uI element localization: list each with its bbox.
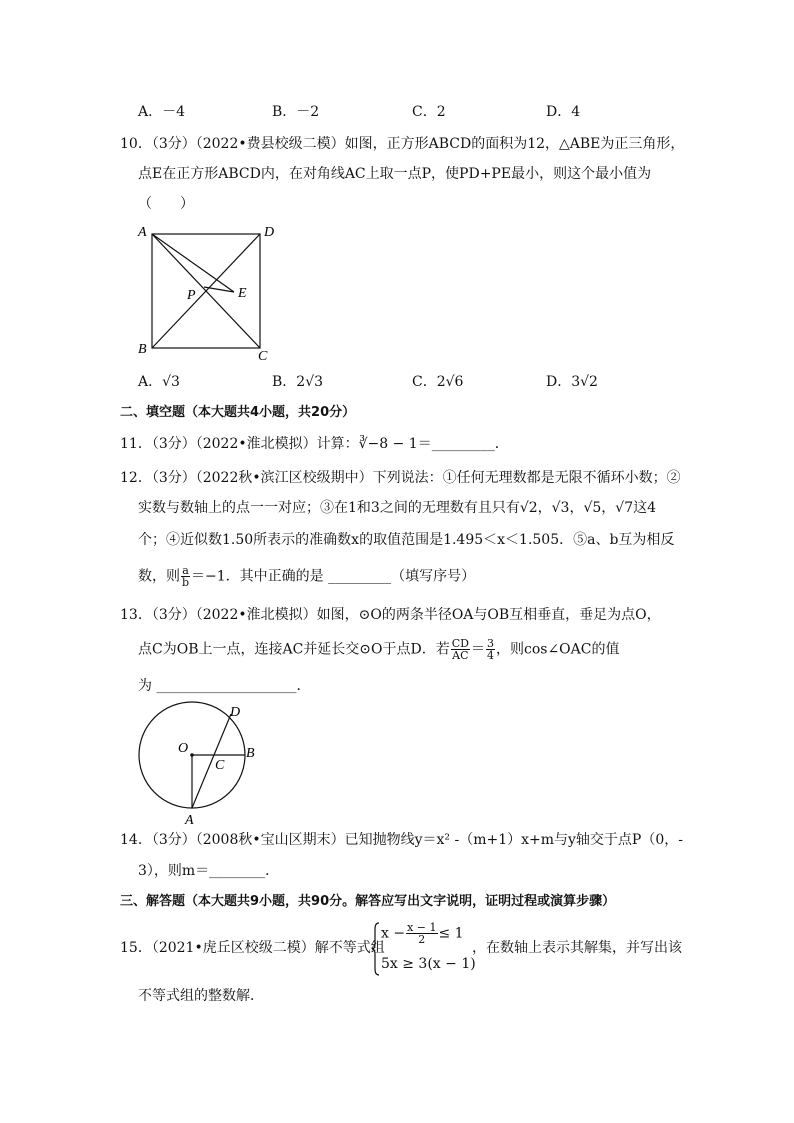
q13-label-c: C — [215, 758, 225, 773]
q15-text-line2: 不等式组的整数解． — [138, 988, 264, 1004]
q14-text-line2: 3），则m＝________． — [138, 863, 280, 879]
q13-fraction-cd-ac: $\frac{CD}{AC}$ — [451, 637, 469, 662]
q10-label-c: C — [258, 349, 268, 364]
q12-text-line4 — [138, 565, 475, 588]
q13-text-line1: 13．（3分）（2022•淮北模拟）如图，⊙O的两条半径OA与OB互相垂直，垂足为点O， — [120, 607, 661, 623]
q10-option-a: A．√3 — [138, 374, 180, 390]
left-brace — [372, 922, 380, 976]
q12-line4-post: ＝−1．其中正确的是 _________（填写序号） — [191, 568, 476, 585]
q9-option-b: B．－2 — [272, 104, 320, 120]
q13-label-a: A — [185, 813, 194, 826]
q9-option-d: D．4 — [546, 104, 581, 120]
q13-text-line3: 为 ____________________． — [138, 678, 311, 694]
q13-circle-figure — [130, 698, 270, 826]
q10-text-line1: 10．（3分）（2022•费县校级二模）如图，正方形ABCD的面积为12，△ABE为正三角形， — [120, 136, 685, 152]
q13-label-o: O — [178, 741, 189, 756]
q15-inequality-1: x − $\frac{x - 1}{2}$ ≤ 1 — [381, 921, 464, 946]
q13-fraction-3-4: $\frac{3}{4}$ — [486, 637, 494, 662]
q15-text-post: ，在数轴上表示其解集，并写出该 — [472, 940, 682, 956]
q12-line4-pre: 数，则 — [138, 568, 180, 585]
section-3-heading: 三、解答题（本大题共9小题，共90分。解答应写出文字说明，证明过程或演算步骤） — [120, 894, 616, 909]
q10-text-line3: （ ） — [138, 196, 194, 212]
q10-label-a: A — [138, 225, 147, 240]
q13-text-line2: 点C为OB上一点，连接AC并延长交⊙O于点D．若 $\frac{CD}{AC}$ ＝ $\frac{3}{4}$ ，则cos∠OAC的值 — [138, 637, 620, 662]
q9-option-c: C．2 — [412, 104, 446, 120]
q12-text-line3: 个；④近似数1.50所表示的准确数x的取值范围是1.495＜x＜1.505．⑤a、b互为相反 — [138, 532, 675, 548]
q15-text-pre: 15．（2021•虎丘区校级二模）解不等式组 — [120, 940, 385, 956]
q13-label-b: B — [246, 746, 255, 761]
q10-label-e: E — [238, 286, 247, 301]
q15-inequality-system — [372, 921, 476, 976]
q9-option-a: A．－4 — [138, 104, 186, 120]
q10-label-p: P — [187, 288, 196, 303]
q14-text-line1: 14．（3分）（2008秋•宝山区期末）已知抛物线y＝x² -（m+1）x+m与y轴交于点P（0，- — [120, 832, 683, 848]
q10-option-c: C．2√6 — [412, 374, 464, 390]
q15-inequality-2: 5x ≥ 3(x − 1) — [381, 956, 476, 972]
q12-fraction-a-over-b: $\frac{a}{b}$ — [182, 564, 190, 589]
q10-label-b: B — [138, 342, 147, 357]
q11-text: 11．（3分）（2022•淮北模拟）计算：∛−8 − 1＝_________． — [120, 436, 509, 452]
q10-option-b: B．2√3 — [272, 374, 324, 390]
q10-text-line2: 点E在正方形ABCD内，在对角线AC上取一点P，使PD+PE最小，则这个最小值为 — [138, 166, 652, 182]
section-2-heading: 二、填空题（本大题共4小题，共20分） — [120, 405, 356, 420]
q13-label-d: D — [230, 705, 241, 720]
q10-option-d: D．3√2 — [546, 374, 598, 390]
q10-square-figure — [130, 220, 290, 365]
q12-text-line1: 12．（3分）（2022秋•滨江区校级期中）下列说法：①任何无理数都是无限不循环小数；② — [120, 470, 681, 486]
q12-text-line2: 实数与数轴上的点一一对应；③在1和3之间的无理数有且只有√2，√3，√5，√7这4 — [138, 500, 657, 516]
q10-label-d: D — [264, 225, 275, 240]
